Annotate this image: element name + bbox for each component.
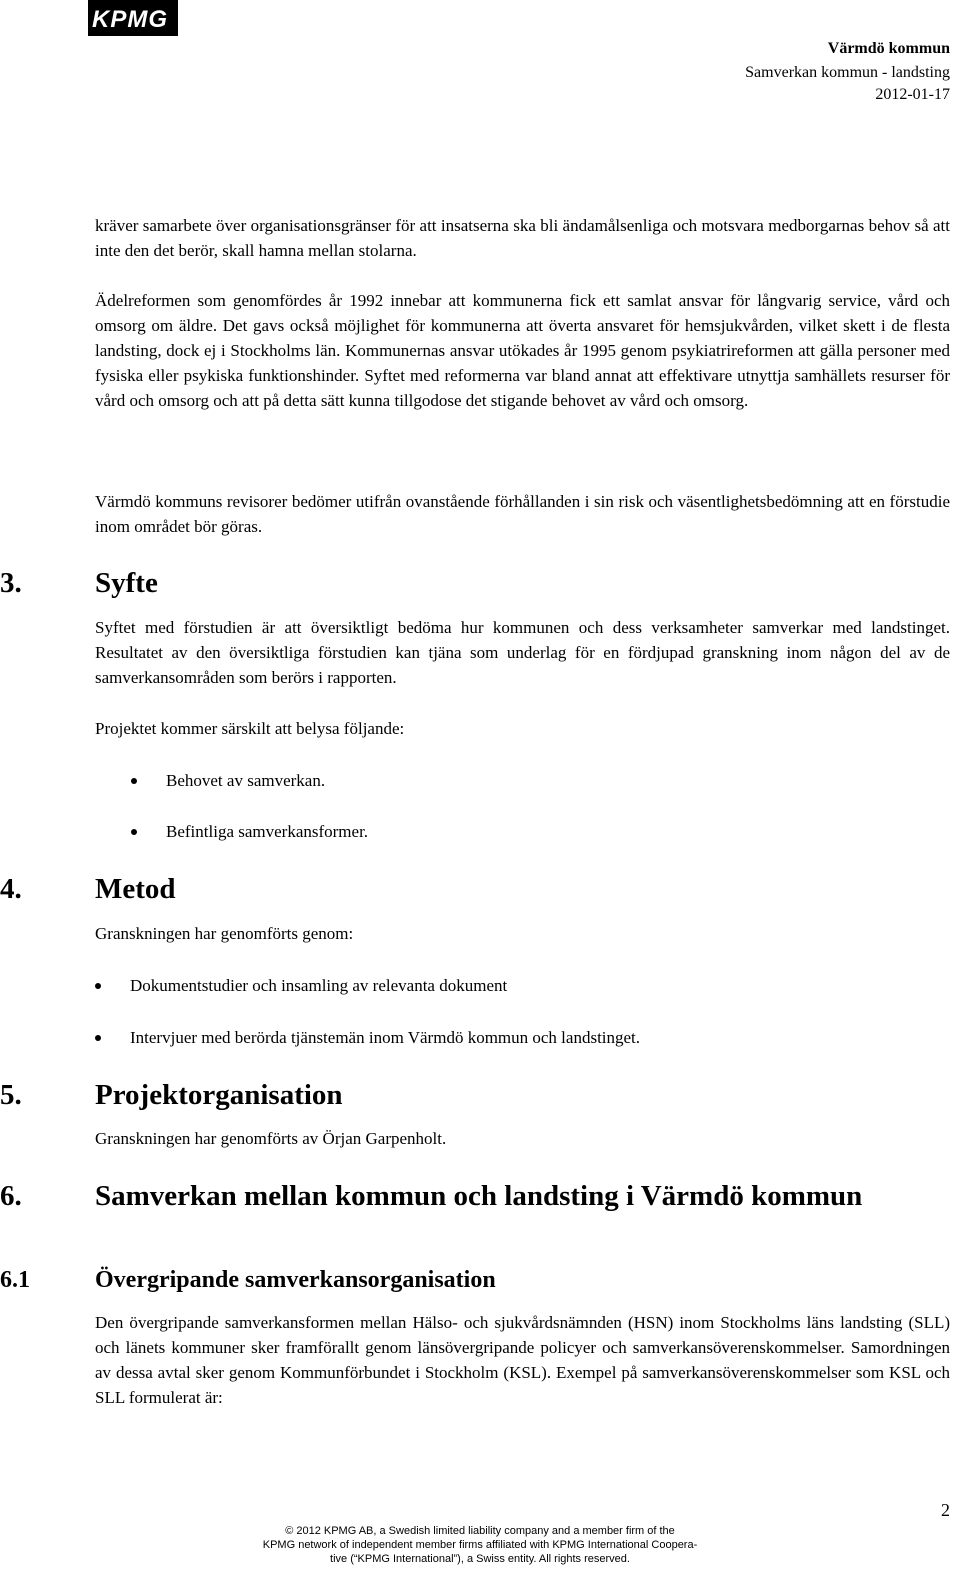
bullet-icon bbox=[131, 778, 137, 784]
header-subtitle: Samverkan kommun - landsting bbox=[745, 64, 950, 81]
footer bbox=[230, 1524, 730, 1566]
section-title: Övergripande samverkansorganisation bbox=[95, 1267, 496, 1293]
list-item: Behovet av samverkan. bbox=[166, 771, 326, 790]
section-5-paragraph-1: Granskningen har genomförts av Örjan Garpenholt. bbox=[95, 1129, 447, 1148]
intro-paragraph-2: Ädelreformen som genomfördes år 1992 innebar att kommunerna fick ett samlat ansvar för långvarig service, vård och omsorg om äldre. Det gavs också möjlighet för kommunerna att överta ansvaret för hemsjukvården, vilket skett i de flesta landsting, dock ej i Stockholms län. Kommunernas ansvar utökades år 1995 genom psykiatrireformen att gälla personer med fysiska eller psykiska funktionshinder. Syftet med reformerna var bland annat att effektivare utnyttja samhällets resurser för vård och omsorg och att på detta sätt kunna tillgodose det stigande behovet av vård och omsorg. bbox=[95, 291, 950, 410]
section-3-paragraph-2: Projektet kommer särskilt att belysa följande: bbox=[95, 719, 405, 738]
footer-line-3: tive (“KPMG International”), a Swiss entity. All rights reserved. bbox=[330, 1553, 630, 1565]
bullet-icon bbox=[131, 829, 137, 835]
header-date: 2012-01-17 bbox=[875, 86, 950, 103]
intro-paragraph-3: Värmdö kommuns revisorer bedömer utifrån ovanstående förhållanden i sin risk och väsentlighetsbedömning att en förstudie inom området bör göras. bbox=[95, 492, 950, 536]
section-title: Samverkan mellan kommun och landsting i Värmdö kommun bbox=[95, 1180, 863, 1212]
list-item: Intervjuer med berörda tjänstemän inom Värmdö kommun och landstinget. bbox=[130, 1028, 641, 1047]
logo-text: KPMG bbox=[92, 6, 168, 33]
kpmg-logo bbox=[88, 0, 178, 36]
section-title: Projektorganisation bbox=[95, 1079, 343, 1111]
bullet-icon bbox=[95, 983, 101, 989]
section-number: 5. bbox=[0, 1079, 22, 1111]
list-item: Dokumentstudier och insamling av relevanta dokument bbox=[130, 976, 508, 995]
page-number: 2 bbox=[941, 1500, 950, 1520]
footer-line-2: KPMG network of independent member firms affiliated with KPMG International Coopera- bbox=[262, 1539, 698, 1551]
intro-paragraph-1: kräver samarbete över organisationsgränser för att insatserna ska bli ändamålsenliga och motsvara medborgarnas behov så att inte den det berör, skall hamna mellan stolarna. bbox=[95, 216, 950, 260]
section-title: Metod bbox=[95, 873, 176, 905]
section-number: 6. bbox=[0, 1180, 22, 1212]
section-number: 3. bbox=[0, 567, 22, 599]
section-title: Syfte bbox=[95, 567, 158, 599]
header-org: Värmdö kommun bbox=[827, 40, 950, 57]
list-item: Befintliga samverkansformer. bbox=[166, 822, 369, 841]
bullet-icon bbox=[95, 1035, 101, 1041]
footer-line-1: © 2012 KPMG AB, a Swedish limited liability company and a member firm of the bbox=[285, 1525, 675, 1537]
section-3-paragraph-1: Syftet med förstudien är att översiktligt bedöma hur kommunen och dess verksamheter samverkar med landstinget. Resultatet av den översiktliga förstudien kan tjäna som underlag för en fördjupad granskning inom någon del av de samverkansområden som berörs i rapporten. bbox=[95, 618, 950, 687]
section-number: 4. bbox=[0, 873, 22, 905]
section-4-paragraph-1: Granskningen har genomförts genom: bbox=[95, 924, 354, 943]
section-6-1-paragraph-1: Den övergripande samverkansformen mellan Hälso- och sjukvårdsnämnden (HSN) inom Stockholms läns landsting (SLL) och länets kommuner sker framförallt genom länsövergripande policyer och samverkansöverenskommelser. Samordningen av dessa avtal sker genom Kommunförbundet i Stockholm (KSL). Exempel på samverkansöverenskommelser som KSL och SLL formulerat är: bbox=[95, 1313, 950, 1407]
section-number: 6.1 bbox=[0, 1267, 30, 1293]
